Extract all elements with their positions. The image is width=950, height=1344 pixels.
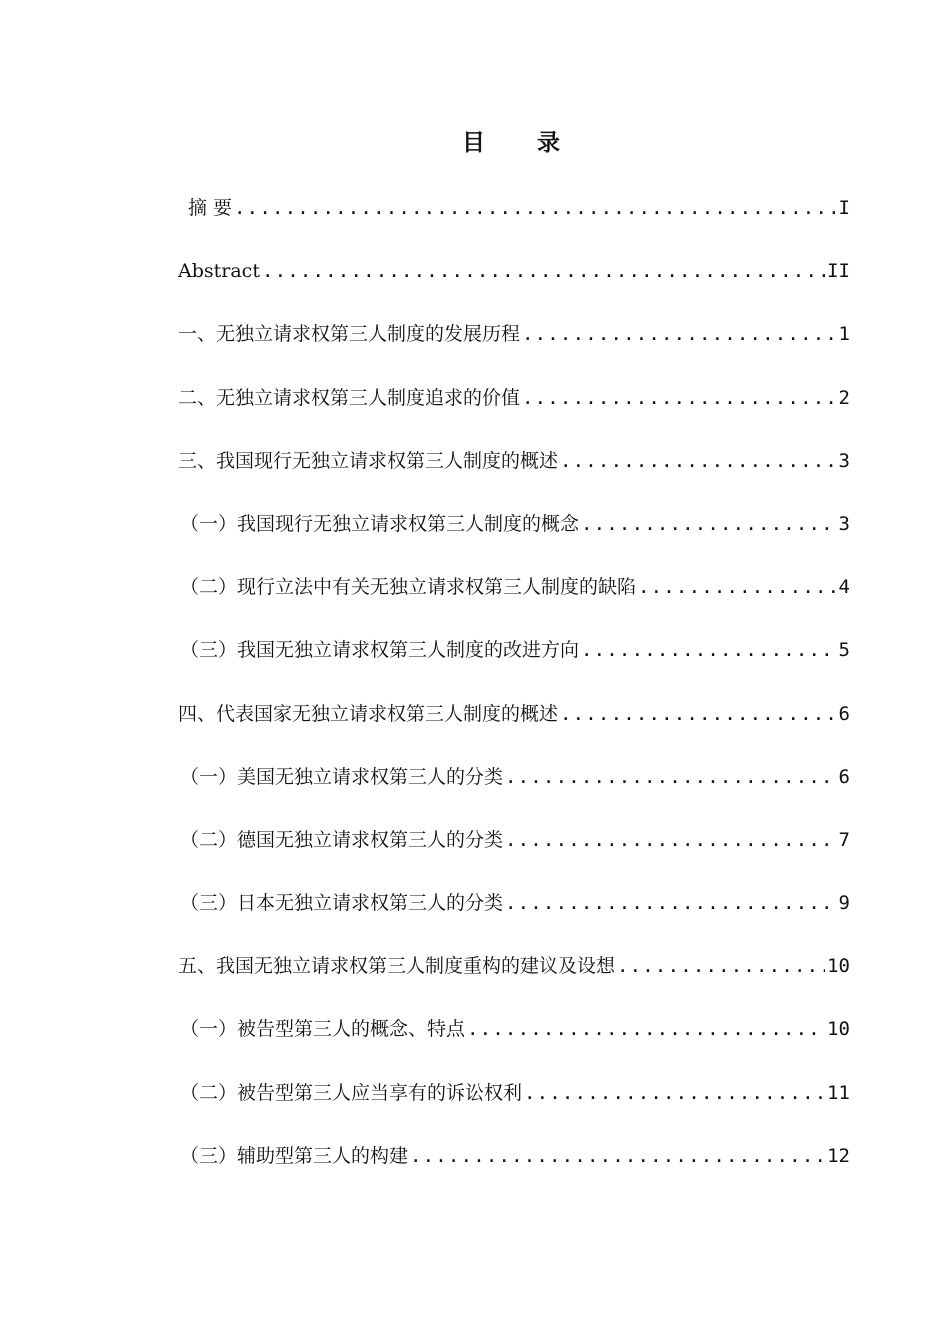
toc-entry-page: 3 [838, 449, 850, 472]
toc-entry-label: （一）我国现行无独立请求权第三人制度的概念 [180, 512, 580, 535]
toc-leader-dots [505, 884, 837, 922]
toc-entry-label: （三）我国无独立请求权第三人制度的改进方向 [180, 639, 580, 662]
toc-entry-section-4-3[interactable] [178, 884, 850, 947]
toc-entry-page: 10 [827, 955, 850, 978]
toc-entry-section-5-2[interactable] [178, 1074, 850, 1137]
toc-entry-page: 10 [827, 1018, 850, 1041]
toc-leader-dots [581, 505, 837, 543]
toc-leader-dots [505, 758, 837, 796]
toc-entry-chapter-5[interactable] [178, 947, 850, 1010]
toc-leader-dots [524, 1074, 825, 1112]
toc-entry-section-4-2[interactable] [178, 821, 850, 884]
toc-entry-page: 3 [838, 512, 850, 535]
toc-entry-page: 7 [838, 828, 850, 851]
toc-entry-section-3-1[interactable] [178, 505, 850, 568]
toc-entry-chapter-1[interactable] [178, 315, 850, 378]
toc-entry-page: II [827, 260, 850, 283]
toc-entry-section-5-1[interactable] [178, 1010, 850, 1073]
toc-entry-label: （三）日本无独立请求权第三人的分类 [180, 892, 504, 915]
toc-entry-label: 三、我国现行无独立请求权第三人制度的概述 [178, 449, 559, 472]
toc-leader-dots [560, 695, 837, 733]
toc-entry-section-3-3[interactable] [178, 631, 850, 694]
toc-entry-label: （一）美国无独立请求权第三人的分类 [180, 765, 504, 788]
toc-leader-dots [581, 631, 837, 669]
toc-entry-label: Abstract [178, 260, 260, 283]
toc-entry-page: 1 [838, 323, 850, 346]
toc-leader-dots [560, 442, 837, 480]
toc-entry-abstract-cn[interactable] [178, 189, 850, 252]
toc-entry-label: 五、我国无独立请求权第三人制度重构的建议及设想 [178, 955, 616, 978]
toc-leader-dots [467, 1010, 825, 1048]
toc-entry-page: 9 [838, 892, 850, 915]
toc-entry-label: 二、无独立请求权第三人制度追求的价值 [178, 386, 521, 409]
toc-entry-label: （一）被告型第三人的概念、特点 [180, 1018, 466, 1041]
toc-entry-page: 4 [838, 576, 850, 599]
toc-entry-chapter-4[interactable] [178, 695, 850, 758]
toc-list [178, 189, 850, 1200]
toc-leader-dots [522, 315, 837, 353]
toc-entry-label: 摘 要 [188, 197, 233, 219]
toc-entry-page: I [838, 197, 850, 219]
toc-entry-chapter-3[interactable] [178, 442, 850, 505]
toc-entry-page: 6 [838, 702, 850, 725]
toc-entry-label: （二）现行立法中有关无独立请求权第三人制度的缺陷 [180, 576, 637, 599]
toc-leader-dots [522, 379, 837, 417]
toc-entry-page: 5 [838, 639, 850, 662]
toc-entry-chapter-2[interactable] [178, 379, 850, 442]
toc-entry-label: 四、代表国家无独立请求权第三人制度的概述 [178, 702, 559, 725]
toc-leader-dots [638, 568, 837, 606]
toc-leader-dots [617, 947, 825, 985]
toc-entry-section-5-3[interactable] [178, 1137, 850, 1200]
toc-entry-section-3-2[interactable] [178, 568, 850, 631]
toc-leader-dots [410, 1137, 825, 1175]
toc-title: 目 录 [461, 129, 582, 156]
toc-leader-dots [262, 252, 825, 290]
toc-entry-page: 11 [827, 1081, 850, 1104]
toc-leader-dots [234, 189, 837, 227]
toc-entry-section-4-1[interactable] [178, 758, 850, 821]
toc-leader-dots [505, 821, 837, 859]
toc-entry-label: （三）辅助型第三人的构建 [180, 1144, 409, 1167]
toc-entry-page: 6 [838, 765, 850, 788]
toc-entry-page: 12 [827, 1144, 850, 1167]
toc-entry-label: （二）德国无独立请求权第三人的分类 [180, 828, 504, 851]
toc-entry-label: 一、无独立请求权第三人制度的发展历程 [178, 323, 521, 346]
toc-entry-page: 2 [838, 386, 850, 409]
toc-entry-label: （二）被告型第三人应当享有的诉讼权利 [180, 1081, 523, 1104]
toc-entry-abstract-en[interactable] [178, 252, 850, 315]
